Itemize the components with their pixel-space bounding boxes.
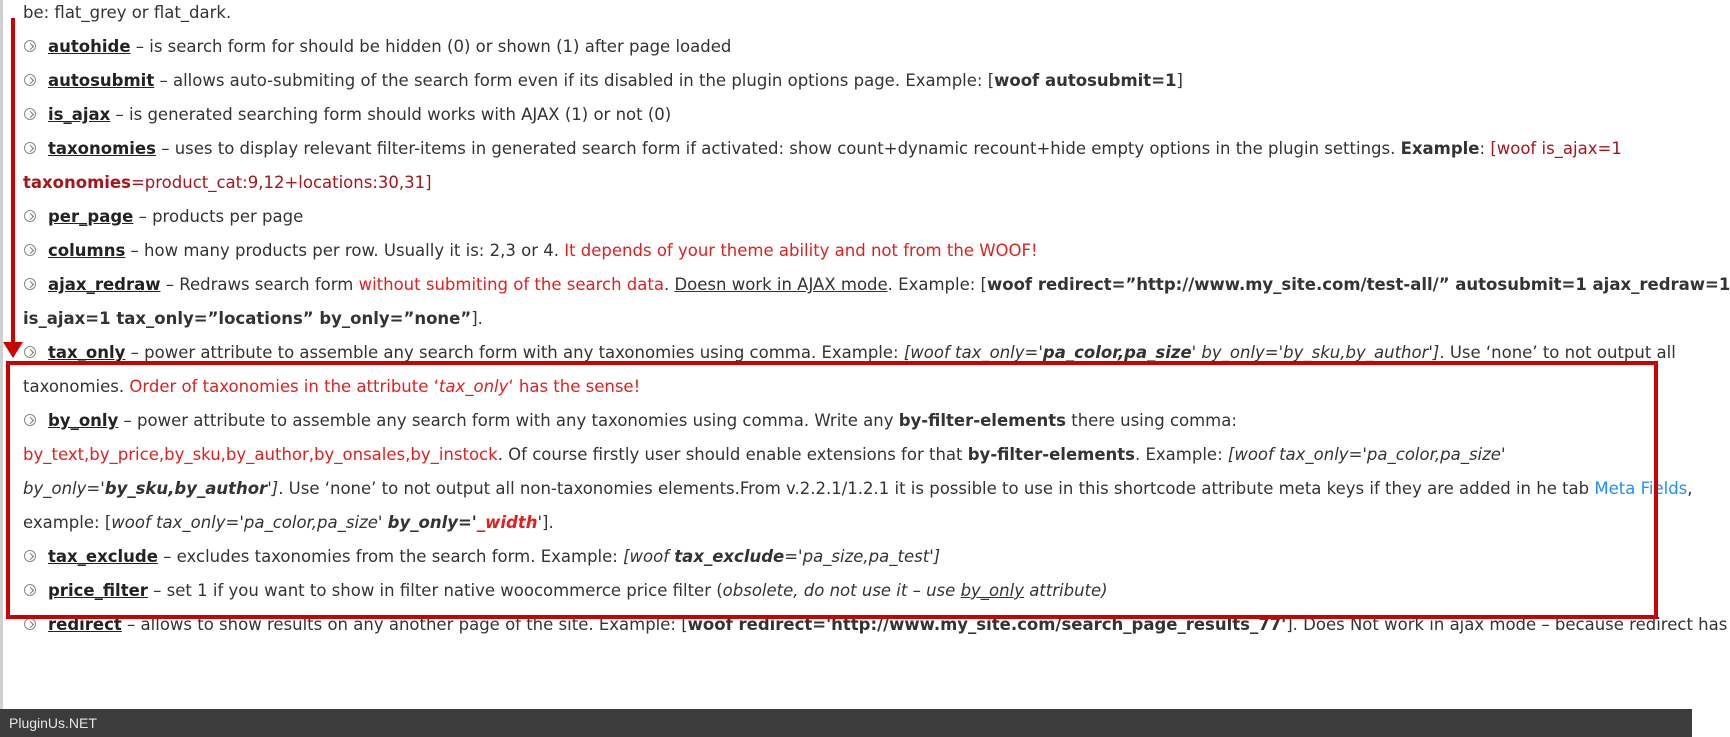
- param-name-taxonomies[interactable]: taxonomies: [48, 139, 156, 158]
- param-name-price-filter[interactable]: price_filter: [48, 581, 148, 600]
- param-taxonomies-cont: taxonomies=product_cat:9,12+locations:30,31]: [23, 173, 432, 192]
- param-name-by-only[interactable]: by_only: [48, 411, 119, 430]
- param-columns: columns – how many products per row. Usually it is: 2,3 or 4. It depends of your theme ability and not from the WOOF!: [48, 241, 1038, 260]
- bullet-icon: [24, 108, 36, 120]
- meta-fields-link[interactable]: Meta Fields: [1594, 479, 1688, 498]
- bullet-icon: [24, 74, 36, 86]
- param-ajax-redraw-cont: is_ajax=1 tax_only=”locations” by_only=”none”].: [23, 309, 483, 328]
- param-name-tax-only[interactable]: tax_only: [48, 343, 126, 362]
- param-tax-exclude: tax_exclude – excludes taxonomies from the search form. Example: [woof tax_exclude='pa_size,pa_test']: [48, 547, 941, 566]
- bullet-icon: [24, 618, 36, 630]
- param-name-is-ajax[interactable]: is_ajax: [48, 105, 111, 124]
- param-taxonomies: taxonomies – uses to display relevant filter-items in generated search form if activated: show count+dynamic recount+hide empty options in the plugin settings. Example: [woof is_ajax=1: [48, 139, 1622, 158]
- param-name-autosubmit[interactable]: autosubmit: [48, 71, 155, 90]
- param-tax-only: tax_only – power attribute to assemble any search form with any taxonomies using comma. Example: [woof tax_only='pa_color,pa_size' by_only='by_sku,by_author']. Use ‘none’ to not output all: [48, 343, 1676, 362]
- param-name-redirect[interactable]: redirect: [48, 615, 122, 634]
- param-by-only: by_only – power attribute to assemble any search form with any taxonomies using comma. Write any by-filter-elements there using comma:: [48, 411, 1237, 430]
- param-redirect: redirect – allows to show results on any another page of the site. Example: [woof redirect='http://www.my_site.com/search_page_results_77']. Does Not work in ajax mode – because redirect has: [48, 615, 1728, 634]
- param-per-page: per_page – products per page: [48, 207, 304, 226]
- param-by-only-line3: by_only='by_sku,by_author']. Use ‘none’ to not output all non-taxonomies elements.From v.2.2.1/1.2.1 it is possible to use in this shortcode attribute meta keys if they are added in he tab Meta Fields,: [23, 479, 1693, 498]
- annotation-arrow-shaft: [11, 18, 15, 346]
- param-autosubmit: autosubmit – allows auto-submiting of the search form even if its disabled in the plugin options page. Example: [woof autosubmit=1]: [48, 71, 1183, 90]
- param-ajax-redraw: ajax_redraw – Redraws search form without submiting of the search data. Doesn work in AJAX mode. Example: [woof redirect=”http://www.my_site.com/test-all/” autosubmit=1 ajax_redraw=1: [48, 275, 1730, 294]
- param-tax-only-cont: taxonomies. Order of taxonomies in the attribute ‘tax_only‘ has the sense!: [23, 377, 641, 396]
- bullet-icon: [24, 278, 36, 290]
- param-price-filter: price_filter – set 1 if you want to show in filter native woocommerce price filter (obsolete, do not use it – use by_only attribute): [48, 581, 1108, 600]
- param-name-columns[interactable]: columns: [48, 241, 126, 260]
- param-name-per-page[interactable]: per_page: [48, 207, 134, 226]
- param-name-tax-exclude[interactable]: tax_exclude: [48, 547, 158, 566]
- bullet-icon: [24, 346, 36, 358]
- param-name-autohide[interactable]: autohide: [48, 37, 131, 56]
- bullet-icon: [24, 210, 36, 222]
- bullet-icon: [24, 40, 36, 52]
- param-by-only-line2: by_text,by_price,by_sku,by_author,by_onsales,by_instock. Of course firstly user should enable extensions for that by-filter-elements. Example: [woof tax_only='pa_color,pa_size': [23, 445, 1506, 464]
- param-autohide: autohide – is search form for should be hidden (0) or shown (1) after page loaded: [48, 37, 732, 56]
- bullet-icon: [24, 142, 36, 154]
- param-name-ajax-redraw[interactable]: ajax_redraw: [48, 275, 161, 294]
- bullet-icon: [24, 244, 36, 256]
- param-by-only-line4: example: [woof tax_only='pa_color,pa_size' by_only='_width'].: [23, 513, 554, 532]
- footer-brand[interactable]: PluginUs.NET: [9, 715, 97, 731]
- annotation-arrow-down-icon: [3, 342, 23, 358]
- intro-text: be: flat_grey or flat_dark.: [23, 3, 232, 22]
- annotation-highlight-box: [6, 361, 1658, 619]
- param-is-ajax: is_ajax – is generated searching form should works with AJAX (1) or not (0): [48, 105, 672, 124]
- footer-bar: [0, 709, 1692, 737]
